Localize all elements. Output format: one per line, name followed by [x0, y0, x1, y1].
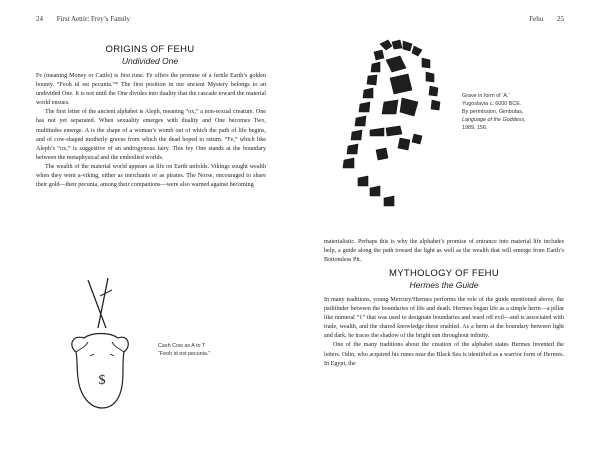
left-page-number: 24	[36, 15, 43, 23]
mythology-body	[324, 296, 564, 369]
cash-cow-dollar-sign: $	[98, 373, 106, 388]
origins-section-title: ORIGINS OF FEHU	[105, 44, 195, 55]
grave-caption-line-4: Language of the Goddess,	[462, 117, 526, 123]
continuation-paragraph: materialistic. Perhaps this is why the alphabet’s promise of entrance into material life includes help, a guide along the path toward the light as well as the wealth that will emerge from Earth’s Bottomless Pit.	[324, 239, 564, 264]
right-page	[300, 0, 600, 450]
grave-caption-line-1: Grave in form of ‘A,’	[462, 93, 510, 99]
right-running-head	[529, 15, 564, 23]
mythology-section-title: MYTHOLOGY OF FEHU	[389, 268, 499, 279]
grave-caption	[462, 92, 572, 132]
origins-paragraph-3: The wealth of the material world appears as life on Earth unfolds. Vikings sought wealth when they went a-viking, either as merchants or as pirates. The Norse, encouraged to share their gold—their pecunia, among their companions—were also warned against becoming	[36, 163, 266, 189]
mythology-paragraph-1: In many traditions, young Mercury/Hermes performs the role of the guide mentioned above, the pathfinder between the boundaries of life and death. Hermes began life as a simple herm—a pillar like numeral “1” that was used to designate boundaries and ward off evil—and is associated with trade, wealth, and the shared knowledge these enabled. As a herm at the boundary between light and dark, he traces the shadow of the bright sun throughout infinity.	[324, 297, 564, 340]
origins-section-subtitle: Undivided One	[121, 56, 179, 66]
cash-cow-figure	[62, 276, 142, 436]
cash-cow-caption-line-2: “Feoh id est pecunia.”	[158, 351, 211, 357]
mythology-paragraph-2: One of the many traditions about the creation of the alphabet states Hermes invented the letters. Odin, who acquired his runes near the Black Sea is identified as a warrior form of Hermes. In Egypt, the	[324, 342, 564, 367]
cash-cow-caption-line-1: Cash Cow as A to T	[158, 343, 206, 349]
grave-caption-line-3: By permission, Gimbutas,	[462, 109, 524, 115]
grave-caption-line-2: Yugoslavia c. 6000 BCE.	[462, 101, 522, 107]
cash-cow-caption	[158, 342, 278, 358]
continuation-body	[324, 238, 564, 265]
grave-caption-line-5: 1989, 156.	[462, 125, 488, 131]
right-running-head-title: Fehu	[529, 15, 544, 23]
left-running-head	[36, 15, 130, 23]
origins-body	[36, 72, 266, 190]
mythology-section-subtitle: Hermes the Guide	[409, 280, 479, 290]
right-page-number: 25	[557, 15, 564, 23]
left-running-head-title: First Aettir: Frey’s Family	[56, 15, 131, 23]
origins-paragraph-1: Fe (meaning Money or Cattle) is first rune. Fe offers the promise of a fertile Earth’s golden bounty. “Feoh id est pecunia.”* The first position in our ancient Mystery belongs to an undivided One. It is not until the One divides into duality that the cascade toward the material world ensues.	[36, 73, 266, 107]
origins-paragraph-2: The first letter of the ancient alphabet is Aleph, meaning “ox,” a non-sexual creature. One has not yet separated. When sexuality emerges with duality and One becomes Two, multitudes emerge. A is the shape of a woman’s womb out of which the path of life begins, and of cow-shaped motherly graves from which the dead hoped to return. “Fe,” which like Aleph’s “ox,” is suggestive of an androgynous fairy. This fey One stands at the boundary between the metaphysical and the embodied worlds.	[36, 109, 266, 161]
grave-a-figure	[340, 38, 460, 218]
